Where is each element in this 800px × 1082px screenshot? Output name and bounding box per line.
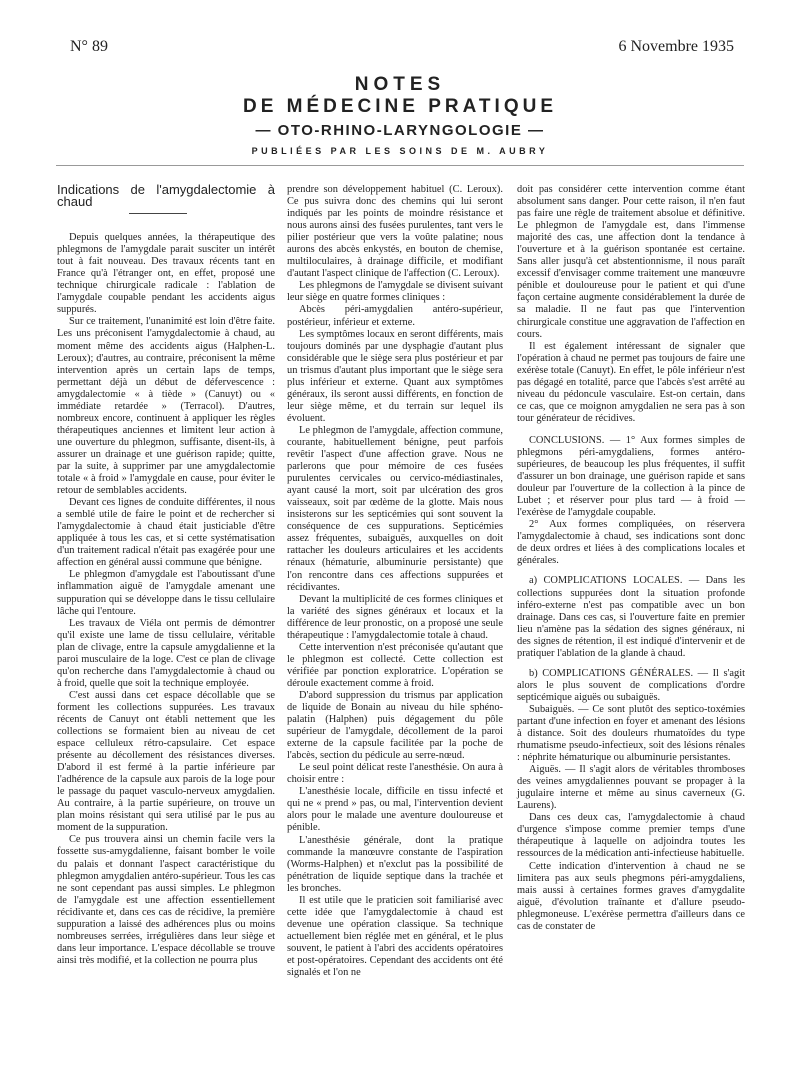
local-complications-paragraph: a) COMPLICATIONS LOCALES. — Dans les collections suppurées dont la situation profonde inféro-externe n'est pas compatible avec un bon drainage. Dans ces cas, si l'ouverture faite en premier lieu n'amène pas la sédation des signes généraux, ni des signes de rétention, il est indiqué d'intervenir et de pratiquer l'ablation de la glande à chaud. bbox=[517, 575, 745, 659]
paragraph: Cette intervention n'est préconisée qu'autant que le phlegmon est collecté. Cette collection est vérifiée par ponction exploratrice. L'opération se déroule exactement comme à froid. bbox=[287, 641, 503, 689]
paragraph: D'abord suppression du trismus par application de liquide de Bonain au niveau du hile sphéno-palatin (Halphen) puis dégagement du pôle supérieur de l'amygdale, décollement de la paroi externe de la capsule facilitée par la poche de l'abcès, section du pédicule au serre-nœud. bbox=[287, 689, 503, 762]
title-rule bbox=[129, 213, 187, 214]
byline: PUBLIÉES PAR LES SOINS DE M. AUBRY bbox=[251, 146, 549, 156]
paragraph: prendre son développement habituel (C. Leroux). Ce pus suivra donc des chemins qui lui seront indiqués par les points de moindre résistance et nous aurons ainsi des fusées purulentes, tant vers le pilier postérieur que vers la voûte palatine; nous aurons des abcès enkystés, en bouton de chemise, multiloculaires, à drainage difficile, et modifiant d'autant l'aspect clinique de l'affection (C. Leroux). bbox=[287, 184, 503, 280]
paragraph-local-anesthesia: L'anesthésie locale, difficile en tissu infecté et qui ne « prend » pas, ou mal, l'intervention devient alors pour le malade une aventure douloureuse et pénible. bbox=[287, 786, 503, 834]
column-1 bbox=[57, 184, 275, 967]
paragraph: Il est utile que le praticien soit familiarisé avec cette idée que l'amygdalectomie à chaud est devenue une opération classique. Sa technique actuellement bien réglée met en général, et le plus souvent, le patient à l'abri des accidents opératoires et post-opératoires. Cependant des accidents ont été signalés et l'on ne bbox=[287, 894, 503, 979]
masthead-line2: DE MÉDECINE PRATIQUE bbox=[242, 96, 557, 117]
issue-number: N° 89 bbox=[70, 38, 108, 55]
paragraph: Le phlegmon de l'amygdale, affection commune, courante, habituellement bénigne, peut parfois revêtir l'aspect d'une affection grave. Nous ne parlerons que pour mémoire de ces fusées purulentes cervicales ou cervico-médiastinales, ayant causé la mort, soit par ulcération des gros vaisseaux, soit par œdème de la glotte. Mais nous insisterons sur les septicémies qui sont souvent la conséquence de ces suppurations. Septicémies assez fréquentes, subaiguës, auxquelles on doit rattacher les douleurs articulaires et les accidents rénaux (hématurie, albuminurie persistante) que l'on rencontre dans ces affections suppurées et récidivantes. bbox=[287, 424, 503, 593]
column-3 bbox=[517, 184, 745, 933]
paragraph: Depuis quelques années, la thérapeutique des phlegmons de l'amygdale parait susciter un intérêt tout à fait nouveau. Des travaux récents tant en France qu'à l'étranger ont, en effet, proposé une technique chirurgicale radicale : l'ablation de l'amygdale coupable pendant les accidents aigus suppurés. bbox=[57, 232, 275, 316]
paragraph: Les phlegmons de l'amygdale se divisent suivant leur siège en quatre formes cliniques : bbox=[287, 280, 503, 304]
column-2 bbox=[287, 184, 503, 979]
paragraph: Il est également intéressant de signaler que l'opération à chaud ne permet pas toujours de faire une exérèse totale (Canuyt). En effet, le pôle inférieur n'est pas dégagé en totalité, parce que l'abcès s'est arrêté au niveau du pédoncule vasculaire. Est-on certain, dans ce cas, que ce moignon amygdalien ne sera pas à son tour générateur de récidives. bbox=[517, 340, 745, 424]
paragraph: Dans ces deux cas, l'amygdalectomie à chaud d'urgence s'impose comme premier temps d'une thérapeutique à laquelle on adjoindra toutes les ressources de la médication anti-infectieuse habituelle. bbox=[517, 812, 745, 860]
paragraph: C'est aussi dans cet espace décollable que se forment les collections suppurées. Les travaux récents de Canuyt ont établi nettement que les collections se formaient bien au niveau de cet espace celluleux rétro-capsulaire. Cet espace présente au décollement des résistances diverses. D'abord il est fermé à la partie inférieure par l'adhérence de la capsule aux parois de la loge pour le passage du paquet vasculo-nerveux amygdalien. Au contraire, à la partie supérieure, on trouve un plan moins résistant qui sera utilisé par le pus au moment de la suppuration. bbox=[57, 689, 275, 834]
paragraph: Devant la multiplicité de ces formes cliniques et la variété des signes généraux et locaux et la différence de leur pronostic, on a proposé une seule thérapeutique : l'amygdalectomie totale à chaud. bbox=[287, 593, 503, 641]
paragraph: 2° Aux formes compliquées, on réservera l'amygdalectomie à chaud, ses indications sont donc de deux ordres et liées à des complications locales et générales. bbox=[517, 519, 745, 567]
paragraph: Les travaux de Viéla ont permis de démontrer qu'il existe une lame de tissu cellulaire, véritable plan de clivage, entre la capsule amygdalienne et la paroi musculaire de la loge. C'est ce plan de clivage qu'on recherche dans l'amygdalectomie à chaud ou à froid, quelle que soit la technique employée. bbox=[57, 617, 275, 689]
paragraph: Les symptômes locaux en seront différents, mais toujours dominés par une dysphagie d'autant plus considérable que le siège sera plus postérieur et par un trismus d'autant plus important que le siège sera plus inférieur et externe. Quant aux symptômes généraux, ils seront aussi différents, en fonction de leur siège même, et du terrain sur lequel ils évoluent. bbox=[287, 328, 503, 424]
paragraph: Cette indication d'intervention à chaud ne se limitera pas aux seuls phegmons péri-amygdaliens, mais aussi à certaines formes graves d'amygdalite aiguë, d'évolution traînante et d'allure pseudo-phlegmoneuse. L'exérèse permettra d'ailleurs dans ce cas de constater de bbox=[517, 860, 745, 932]
paragraph-acute: Aiguës. — Il s'agit alors de véritables thromboses des veines amygdaliennes pouvant se propager à la jugulaire interne et même au sinus caverneux (G. Laurens). bbox=[517, 764, 745, 812]
section-title: — OTO-RHINO-LARYNGOLOGIE — bbox=[255, 122, 545, 139]
paragraph: Abcès péri-amygdalien antéro-supérieur, postérieur, inférieur et externe. bbox=[287, 304, 503, 328]
paragraph: Le seul point délicat reste l'anesthésie. On aura à choisir entre : bbox=[287, 762, 503, 786]
paragraph: Devant ces lignes de conduite différentes, il nous a semblé utile de faire le point et de rechercher si l'amygdalectomie à chaud était justiciable d'être appliquée à tous les cas, et si cette systématisation d'un traitement radical n'était pas exagérée pour une affection en général aussi commune que bénigne. bbox=[57, 497, 275, 569]
paragraph: Le phlegmon d'amygdale est l'aboutissant d'une inflammation aiguë de l'amygdale amenant une suppuration qui se développe dans le tissu cellulaire lâche qui l'entoure. bbox=[57, 569, 275, 617]
paragraph-subacute: Subaiguës. — Ce sont plutôt des septico-toxémies partant d'une infection en foyer et amenant des lésions à distance. Soit des douleurs rhumatoïdes du type rhumatisme pseudo-infectieux, soit des lésions rénales : néphrite hématurique ou albuminurie persistantes. bbox=[517, 703, 745, 764]
issue-date: 6 Novembre 1935 bbox=[618, 38, 734, 55]
general-complications-paragraph: b) COMPLICATIONS GÉNÉRALES. — Il s'agit alors le plus souvent de complications d'ordre septicémique aiguës ou subaiguës. bbox=[517, 667, 745, 703]
conclusions-paragraph: CONCLUSIONS. — 1° Aux formes simples de phlegmons péri-amygdaliens, formes antéro-supérieures, de beaucoup les plus fréquentes, il suffit d'assurer un bon drainage, une guérison rapide et sans douleur par l'ouverture de la collection à la pince de Lubet ; et réserver pour plus tard — à froid — l'exérèse de l'amygdale coupable. bbox=[517, 434, 745, 519]
paragraph: Sur ce traitement, l'unanimité est loin d'être faite. Les uns préconisent l'amygdalectomie à chaud, au moment même des accidents aigus (Halphen-L. Leroux); d'autres, au contraire, préconisent la même intervention après un certain laps de temps, permettant déjà un début de défervescence : amygdalectomie « à tiède » (Canuyt) ou « immédiate retardée » (Terracol). D'autres, nombreux encore, continuent à appliquer les règles thérapeutiques anciennes et limitent leur action à une ouverture du phlegmon, suffisante, disent-ils, à assurer un drainage et une guérison rapide; quitte, par la suite, à supprimer par une amygdalectomie totale « à froid » l'amygdale en cause, pour éviter le retour de semblables accidents. bbox=[57, 316, 275, 497]
header-rule bbox=[56, 165, 744, 166]
paragraph: doit pas considérer cette intervention comme étant absolument sans danger. Pour cette raison, il n'en faut pas faire une règle de traitement absolue et définitive. Le phlegmon de l'amygdale est, dans l'immense majorité des cas, une affection dont la tendance à l'ouverture et à la guérison spontanée est certaine. Sans aller jusqu'à cet abstentionnisme, il nous paraît excessif d'envisager comme traitement une manœuvre pénible et douloureuse pour le patient et qui d'une façon certaine augmente considérablement la durée de sa maladie. Il ne faut pas que l'intervention chirurgicale constitue une aggravation de l'affection en cours. bbox=[517, 184, 745, 340]
masthead-line1: NOTES bbox=[354, 74, 446, 95]
paragraph-general-anesthesia: L'anesthésie générale, dont la pratique commande la manœuvre constante de l'aspiration (Worms-Halphen) et n'exclut pas la possibilité de pénétration de liquide septique dans la trachée et les bronches. bbox=[287, 834, 503, 894]
article-title: Indications de l'amygdalectomie à chaud bbox=[57, 182, 275, 210]
paragraph: Ce pus trouvera ainsi un chemin facile vers la fossette sus-amygdalienne, faisant bomber le voile du palais et donnant l'aspect caractéristique du phlegmon amygdalien antéro-supérieur. Tous les cas ne sont cependant pas aussi simples. Le phlegmon de l'amygdale est une affection essentiellement récidivante et, dans ces cas de récidive, la première suppuration a laissé des adhérences plus ou moins nombreuses serrées, irrégulières dans leur siège et dans leur importance. L'espace décollable se trouve ainsi très modifié, et la collection ne pourra plus bbox=[57, 834, 275, 966]
